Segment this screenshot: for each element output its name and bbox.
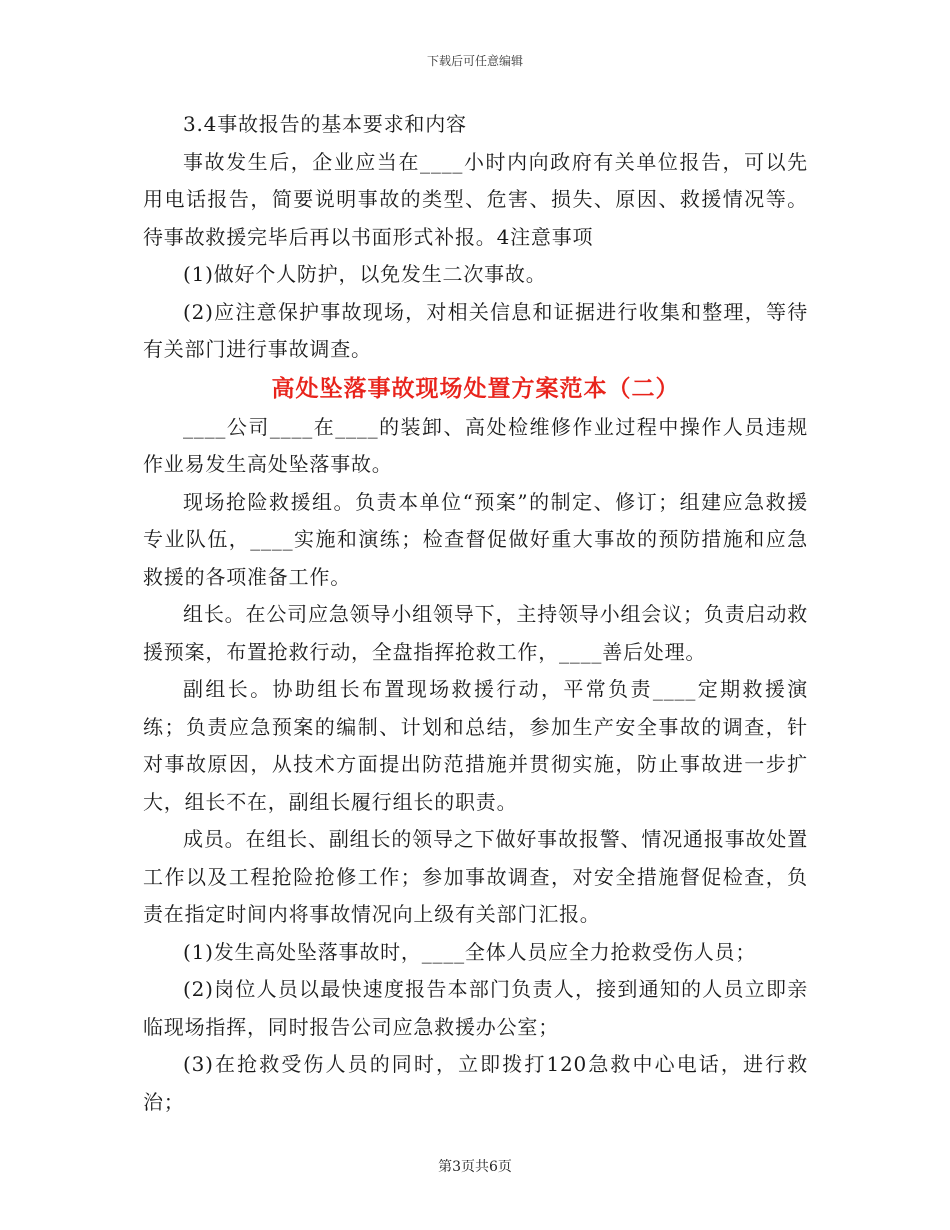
paragraph: 成员。在组长、副组长的领导之下做好事故报警、情况通报事故处置工作以及工程抢险抢修工作；参加事故调查，对安全措施督促检查，负责在指定时间内将事故情况向上级有关部门汇报。 (143, 827, 808, 926)
section-heading: 3.4事故报告的基本要求和内容 (183, 112, 467, 136)
paragraph: 组长。在公司应急领导小组领导下，主持领导小组会议；负责启动救援预案，布置抢救行动，全盘指挥抢救工作，____善后处理。 (143, 602, 808, 664)
document-title: 高处坠落事故现场处置方案范本（二） (271, 374, 680, 402)
paragraph: 副组长。协助组长布置现场救援行动，平常负责____定期救援演练；负责应急预案的编制、计划和总结，参加生产安全事故的调查，针对事故原因，从技术方面提出防范措施并贯彻实施，防止事故进一步扩大，组长不在，副组长履行组长的职责。 (143, 677, 808, 814)
list-item: (2)岗位人员以最快速度报告本部门负责人，接到通知的人员立即亲临现场指挥，同时报告公司应急救援办公室； (143, 977, 808, 1039)
paragraph: 现场抢险救援组。负责本单位“预案”的制定、修订；组建应急救援专业队伍，____实施和演练；检查督促做好重大事故的预防措施和应急救援的各项准备工作。 (143, 489, 808, 589)
page-header: 下载后可任意编辑 (426, 54, 523, 68)
paragraph: ____公司____在____的装卸、高处检维修作业过程中操作人员违规作业易发生高处坠落事故。 (143, 414, 808, 476)
paragraph: 事故发生后，企业应当在____小时内向政府有关单位报告，可以先用电话报告，简要说明事故的类型、危害、损失、原因、救援情况等。待事故救援完毕后再以书面形式补报。4注意事项 (143, 149, 808, 249)
list-item: (3)在抢救受伤人员的同时，立即拨打120急救中心电话，进行救治； (143, 1052, 808, 1114)
list-item: (1)发生高处坠落事故时，____全体人员应全力抢救受伤人员； (183, 939, 757, 964)
paragraph: (1)做好个人防护，以免发生二次事故。 (183, 262, 547, 286)
document-body (143, 106, 808, 1121)
paragraph: (2)应注意保护事故现场，对相关信息和证据进行收集和整理，等待有关部门进行事故调查。 (143, 299, 808, 361)
page-footer: 第3页共6页 (438, 1159, 512, 1175)
